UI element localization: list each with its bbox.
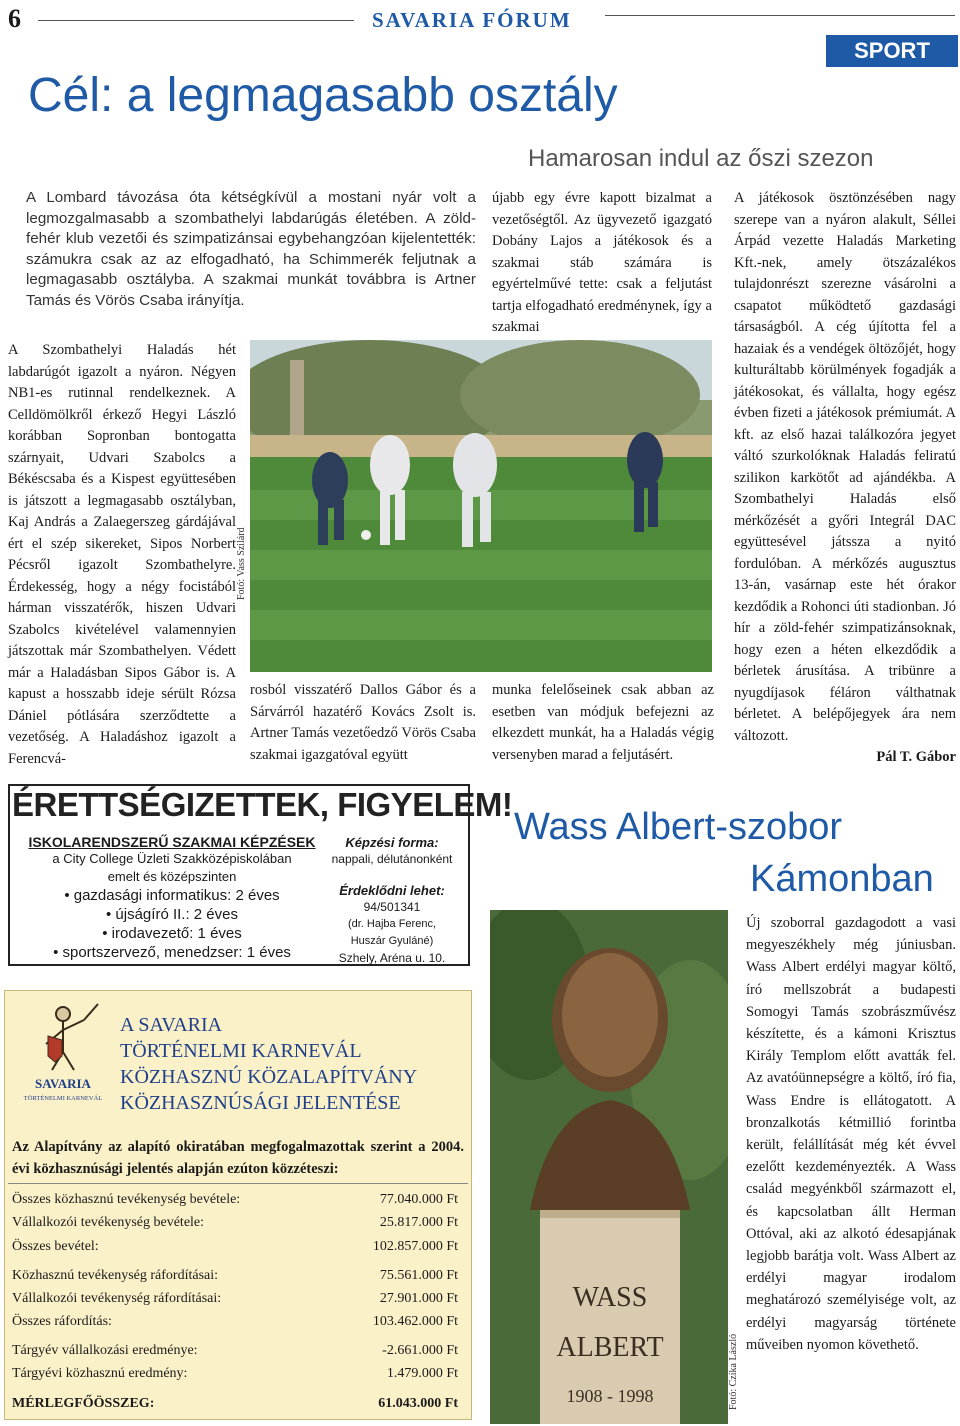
ad-school: a City College Üzleti Szakközépiskolában <box>52 851 292 866</box>
ad-contact: Huszár Gyuláné) <box>350 935 434 947</box>
report-row-value: -2.661.000 Ft <box>382 1343 458 1358</box>
ad-title: ÉRETTSÉGIZETTEK, FIGYELEM! <box>12 786 513 823</box>
ad-left-column <box>24 834 320 962</box>
report-row <box>12 1291 458 1313</box>
ad-contact: (dr. Hajba Ferenc, <box>347 918 437 930</box>
photo-credit: Fotó: Czika László <box>728 1333 739 1410</box>
article-column-2-bottom-right: munka felelőseinek csak abban az esetben van módjuk befejezni az elkezdett munkát, ha a Haladás végig versenyben marad a feljutásért. <box>492 682 714 763</box>
report-row-value: 75.561.000 Ft <box>379 1268 458 1283</box>
report-total-row <box>12 1396 458 1418</box>
report-row-value: 77.040.000 Ft <box>379 1192 458 1207</box>
report-row-label: Vállalkozói tevékenység bevétele: <box>12 1215 205 1230</box>
report-row-label: Vállalkozói tevékenység ráfordításai: <box>12 1291 222 1306</box>
ad-phone: 94/501341 <box>363 900 421 914</box>
article-column-3 <box>734 188 956 769</box>
wass-article-text: Új szoborral gazdagodott a vasi megyeszékhely még júniusban. Wass Albert erdélyi magyar költő, író mellszobrát a budapesti Somogyi Tamás szobrászművész készítette, és a kámoni Krisztus Király Templom előtt avatták fel. Az avatóünnepségre a költő, író fia, Wass Endre is ellátogatott. A bronzalkotás kétmillió forintba került, felállítását még két évvel ezelőtt kezdeményezték. A Wass család megyénkből származott el, és kapcsolatban állt Herman Ottóval, aki az alkotó édesapjának legjobb barátja volt. Wass Albert az erdélyi magyar irodalom meghatározó személyisége volt, az erdélyi magyarság története műveiben nyomon követhető. <box>746 915 956 1353</box>
ad-info-label: Érdeklődni lehet: <box>339 883 445 898</box>
ad-course: • újságíró II.: 2 éves <box>106 906 238 923</box>
report-row-value: 103.462.000 Ft <box>372 1314 458 1329</box>
article-column-2-top: újabb egy évre kapott bizalmat a vezetőségtől. Az ügyvezető igazgató Dobány Lajos a játékosok és a szakmai stáb számára is egyértelművé tette: csak a feljutást tartja elfogadható eredménynek, így a szakmai <box>492 190 712 335</box>
report-heading <box>120 1012 460 1116</box>
report-row-value: 25.817.000 Ft <box>379 1215 458 1230</box>
article-column-2-bottom-left: rosból visszatérő Dallos Gábor és a Sárvárról hazatérő Kovács Zsolt is. Artner Tamás vezetőedző Vörös Csaba szakmai igazgatóval együtt <box>250 682 476 763</box>
article-signature: Pál T. Gábor <box>876 749 956 765</box>
report-row <box>12 1314 458 1336</box>
publication-title: SAVARIA FÓRUM <box>372 8 572 32</box>
karnival-logo <box>18 1000 108 1112</box>
photo-credit: Fotó: Vass Szilárd <box>236 527 247 600</box>
wass-headline: Kámonban <box>750 858 934 900</box>
report-row <box>12 1192 458 1214</box>
report-intro: Az Alapítvány az alapító okiratában megfogalmazottak szerint a 2004. évi közhasznúsági jelentés alapján ezúton közzéteszi: <box>12 1139 464 1177</box>
report-row-label: Összes ráfordítás: <box>12 1314 112 1329</box>
statue-photo <box>490 910 728 1424</box>
report-row <box>12 1366 458 1388</box>
report-row-label: Tárgyév vállalkozási eredménye: <box>12 1343 198 1358</box>
report-heading-line: A SAVARIA <box>120 1014 223 1036</box>
ad-form-value: nappali, délutánonként <box>331 852 453 866</box>
ad-course: • sportszervező, menedzser: 1 éves <box>53 944 291 961</box>
wass-headline: Wass Albert-szobor <box>514 806 843 848</box>
section-badge: SPORT <box>826 35 958 67</box>
logo-text: SAVARIA <box>35 1076 91 1091</box>
article-headline: Cél: a legmagasabb osztály <box>28 69 618 122</box>
report-divider <box>8 1183 468 1184</box>
ad-course: • gazdasági informatikus: 2 éves <box>64 887 280 904</box>
article-subheadline: Hamarosan indul az őszi szezon <box>528 145 874 172</box>
report-row-value: 102.857.000 Ft <box>372 1239 458 1254</box>
report-heading-line: KÖZHASZNÚ KÖZALAPÍTVÁNY <box>120 1066 418 1088</box>
report-heading-line: KÖZHASZNÚSÁGI JELENTÉSE <box>120 1092 401 1114</box>
logo-subtext: TÖRTÉNELMI KARNEVÁL <box>23 1095 103 1102</box>
report-row-value: 27.901.000 Ft <box>379 1291 458 1306</box>
ad-subtitle: ISKOLARENDSZERŰ SZAKMAI KÉPZÉSEK <box>28 834 316 850</box>
article-column-1: A Szombathelyi Haladás hét labdarúgót igazolt a nyáron. Négyen NB1-es rutinnal rendelkeznek. A Celldömölkről érkező Hegyi László korábban Sopronban bontogatta szárnyait, Udvari Szabolcs a Békéscsaba és a Kispest együttesében is játszott a legmagasabb osztályban, Kaj András a Zalaegerszeg gárdájával ért el szép sikereket, Sipos Norbert Pécsről igazolt Szombathelyre. Érdekesség, hogy a négy focistából hárman visszatérők, hiszen Udvari Szabolcs kivételével valamennyien játszottak már Szombathelyen. Védett már a Haladásban Sipos Gábor is. A kapust a hosszabb ideje sérült Rózsa Dániel pótlására szerződtette a vezetőség. A Haladáshoz igazolt a Ferencvá- <box>8 342 236 767</box>
header-rule <box>38 20 354 21</box>
plinth-name: WASS <box>572 1282 648 1313</box>
ad-address: Szhely, Aréna u. 10. <box>338 951 446 965</box>
football-photo <box>250 340 712 672</box>
report-heading-line: TÖRTÉNELMI KARNEVÁL <box>120 1040 362 1062</box>
header-rule <box>605 15 955 16</box>
report-row-label: Közhasznú tevékenység ráfordításai: <box>12 1268 219 1283</box>
report-row <box>12 1239 458 1261</box>
report-row-label: Összes bevétel: <box>12 1239 99 1254</box>
report-row <box>12 1215 458 1237</box>
page-number: 6 <box>8 4 21 33</box>
report-row-value: 1.479.000 Ft <box>386 1366 458 1381</box>
ad-course: • irodavezető: 1 éves <box>102 925 242 942</box>
report-row <box>12 1268 458 1290</box>
ad-right-column <box>316 834 468 967</box>
article-column-3-text: A játékosok ösztönzésében nagy szerepe van a nyáron alakult, Séllei Árpád vezette Haladás Marketing Kft.-nek, amely ötszázalékos tulajdonrészt szerezne vásárolni a csapatot működtető gazdasági társaságból. A cég újította fel a hazaiak és a vendégek öltözőjét, hogy kulturáltabb körülmények fogadják a játékosokat, és vállalta, hogy egész évben fizeti a játékosok prémiumát. A kft. az első hazai találkozóra jegyet váltó szurkolóknak Haladás feliratú szilikon karkötőt ad ajándékba. A Szombathelyi Haladás első mérkőzését a győri Integrál DAC együttesével játssza a nyitó fordulóban. A mérkőzés augusztus 13-án, vasárnap este hét órakor kezdődik a Rohonci úti stadionban. Jó hír a zöld-fehér szimpatizánsoknak, hogy ezen a héten elkezdődik a bérletek árusítása. A tribünre a nyugdíjasok féláron válthatnak bérletet. A belépőjegyek ára nem változott. <box>734 190 956 744</box>
plinth-years: 1908 - 1998 <box>566 1386 654 1406</box>
report-row-label: Összes közhasznú tevékenység bevétele: <box>12 1192 241 1207</box>
report-row-label: MÉRLEGFŐÖSSZEG: <box>12 1396 155 1411</box>
report-row <box>12 1343 458 1365</box>
report-row-value: 61.043.000 Ft <box>378 1396 458 1411</box>
ad-level: emelt és középszinten <box>107 869 237 884</box>
ad-form-label: Képzési forma: <box>345 835 439 850</box>
plinth-name: ALBERT <box>556 1332 664 1363</box>
article-lead: A Lombard távozása óta kétségkívül a mostani nyár volt a legmozgalmasabb a szombathelyi labdarúgás életében. A zöld-fehér klub vezetői és szimpatizánsai egybehangzóan kijelentették: számukra csak az az elfogadható, ha Schimmerék feljutnak a legmagasabb osztályba. A szakmai munkát továbbra is Artner Tamás és Vörös Csaba irányítja. <box>26 189 476 309</box>
report-row-label: Tárgyévi közhasznú eredmény: <box>12 1366 188 1381</box>
